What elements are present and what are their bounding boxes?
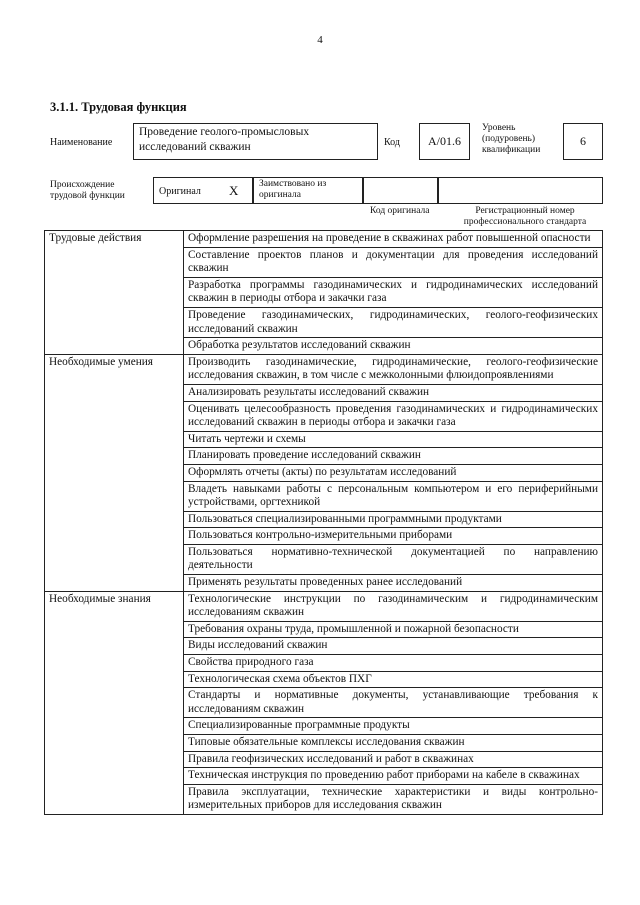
- list-item: Правила эксплуатации, технические характеристики и виды контрольно-измерительных приборов для исследования скважин: [184, 784, 603, 814]
- required-skills-heading: Необходимые умения: [45, 354, 184, 591]
- list-item: Составление проектов планов и документации для проведения исследований скважин: [184, 247, 603, 277]
- original-box: [153, 177, 253, 204]
- reg-number-box: [438, 177, 603, 204]
- function-details-table: [44, 230, 603, 815]
- list-item: Анализировать результаты исследований скважин: [184, 384, 603, 401]
- list-item: Проведение газодинамических, гидродинамических, геолого-геофизических исследований скважин: [184, 307, 603, 337]
- list-item: Свойства природного газа: [184, 655, 603, 672]
- name-label: Наименование: [50, 137, 113, 148]
- list-item: Технологическая схема объектов ПХГ: [184, 671, 603, 688]
- list-item: Требования охраны труда, промышленной и пожарной безопасности: [184, 621, 603, 638]
- table-row: [45, 231, 603, 248]
- original-label: Оригинал: [159, 186, 201, 197]
- list-item: Планировать проведение исследований скважин: [184, 448, 603, 465]
- list-item: Пользоваться нормативно-технической документацией по направлению деятельности: [184, 544, 603, 574]
- table-row: [45, 591, 603, 621]
- function-name-value: Проведение геолого-промысловых исследований скважин: [133, 123, 378, 160]
- list-item: Типовые обязательные комплексы исследования скважин: [184, 735, 603, 752]
- level-value: 6: [563, 123, 603, 160]
- code-label: Код: [384, 137, 400, 148]
- list-item: Пользоваться контрольно-измерительными приборами: [184, 528, 603, 545]
- list-item: Техническая инструкция по проведению работ приборами на кабеле в скважинах: [184, 768, 603, 785]
- list-item: Обработка результатов исследований скважин: [184, 338, 603, 355]
- list-item: Стандарты и нормативные документы, устанавливающие требования к исследованиям скважин: [184, 688, 603, 718]
- list-item: Технологические инструкции по газодинамическим и гидродинамическим исследованиям скважин: [184, 591, 603, 621]
- original-mark: X: [229, 183, 239, 198]
- list-item: Производить газодинамические, гидродинамические, геолого-геофизические исследования скважин, в том числе с межколонными флюидопроявлениями: [184, 354, 603, 384]
- list-item: Оценивать целесообразность проведения газодинамических и гидродинамических исследований скважин в периоды отбора и закачки газа: [184, 401, 603, 431]
- required-knowledge-heading: Необходимые знания: [45, 591, 184, 814]
- code-original-caption: Код оригинала: [370, 206, 430, 216]
- code-original-box: [363, 177, 438, 204]
- section-title: 3.1.1. Трудовая функция: [50, 100, 187, 114]
- list-item: Оформлять отчеты (акты) по результатам исследований: [184, 464, 603, 481]
- list-item: Правила геофизических исследований и работ в скважинах: [184, 751, 603, 768]
- list-item: Пользоваться специализированными программными продуктами: [184, 511, 603, 528]
- level-label: Уровень (подуровень) квалификации: [482, 123, 541, 155]
- table-row: [45, 354, 603, 384]
- list-item: Оформление разрешения на проведение в скважинах работ повышенной опасности: [184, 231, 603, 248]
- code-value: A/01.6: [419, 123, 470, 160]
- origin-label: Происхождение трудовой функции: [50, 180, 125, 201]
- list-item: Специализированные программные продукты: [184, 718, 603, 735]
- page-number: 4: [317, 34, 323, 46]
- labor-actions-heading: Трудовые действия: [45, 231, 184, 355]
- list-item: Владеть навыками работы с персональным компьютером и его периферийными устройствами, оргтехникой: [184, 481, 603, 511]
- list-item: Виды исследований скважин: [184, 638, 603, 655]
- borrowed-label: Заимствовано из оригинала: [253, 177, 363, 204]
- list-item: Разработка программы газодинамических и гидродинамических исследований скважин в периоды отбора и закачки газа: [184, 277, 603, 307]
- reg-number-caption: Регистрационный номер профессионального стандарта: [463, 206, 587, 227]
- list-item: Применять результаты проведенных ранее исследований: [184, 575, 603, 592]
- list-item: Читать чертежи и схемы: [184, 431, 603, 448]
